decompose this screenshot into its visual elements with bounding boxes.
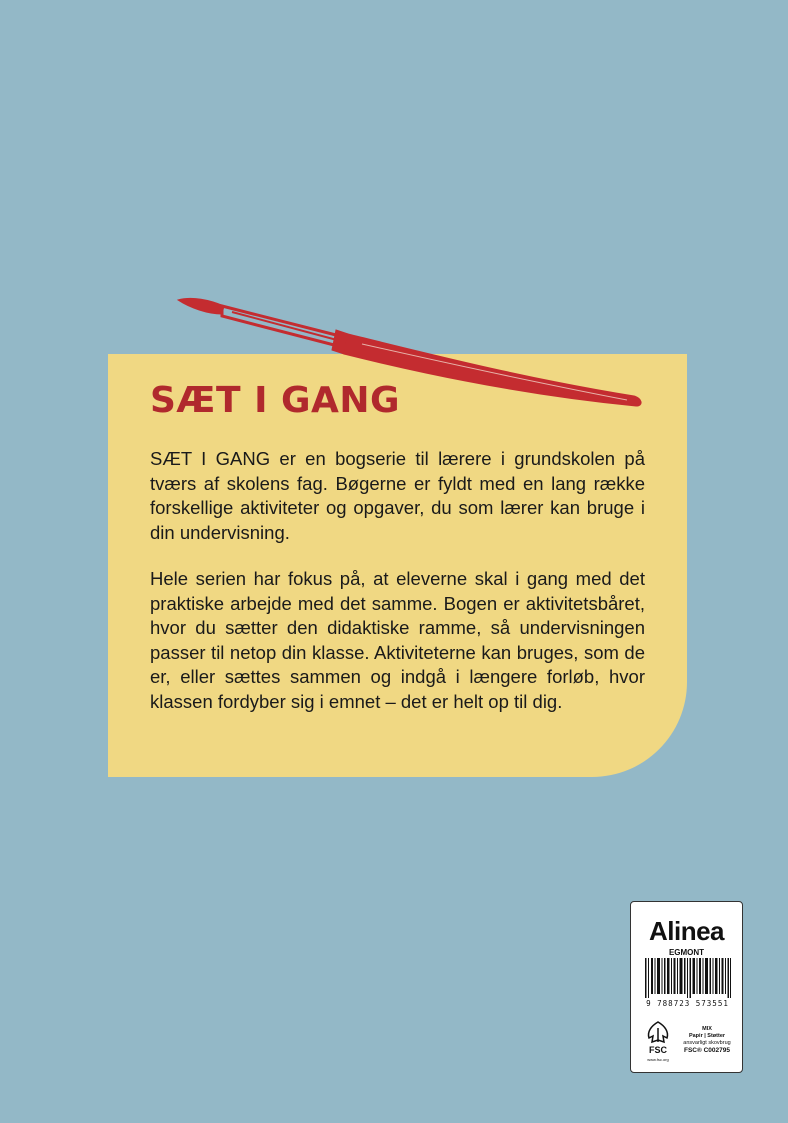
fsc-line-1: Papir | Støtter — [688, 1033, 726, 1039]
fsc-license: FSC® C002795 — [684, 1047, 730, 1054]
book-title: SÆT I GANG — [150, 380, 401, 421]
isbn-number: 9 788723 573551 — [646, 999, 729, 1008]
fsc-mix: MIX — [702, 1026, 712, 1032]
fsc-tree-icon — [643, 1020, 673, 1064]
barcode-icon — [645, 958, 731, 998]
publisher-barcode-label — [630, 901, 743, 1073]
fsc-line-2: ansvarligt skovbrug — [683, 1040, 731, 1046]
intro-paragraph: SÆT I GANG er en bogserie til lærere i grundskolen på tværs af skolens fag. Bøgerne er fyldt med en lang række forskellige aktiviteter og opgaver, du som lærer kan bruge i din undervisning. — [150, 448, 645, 543]
fsc-logo-url: www.fsc.org — [647, 1057, 669, 1062]
publisher-logo: Alinea — [648, 916, 725, 946]
publisher-group: EGMONT — [668, 948, 705, 957]
fsc-certification — [677, 1026, 737, 1054]
fsc-logo-text: FSC — [649, 1045, 667, 1055]
description-paragraph: Hele serien har fokus på, at eleverne skal i gang med det praktiske arbejde med det samme. Bogen er aktivitetsbåret, hvor du sætter den didaktiske ramme, så undervisningen passer til netop din klasse. Aktiviteterne kan bruges, som de er, eller sættes sammen og indgå i længere forløb, hvor klassen fordyber sig i emnet – det er helt op til dig. — [150, 568, 645, 712]
